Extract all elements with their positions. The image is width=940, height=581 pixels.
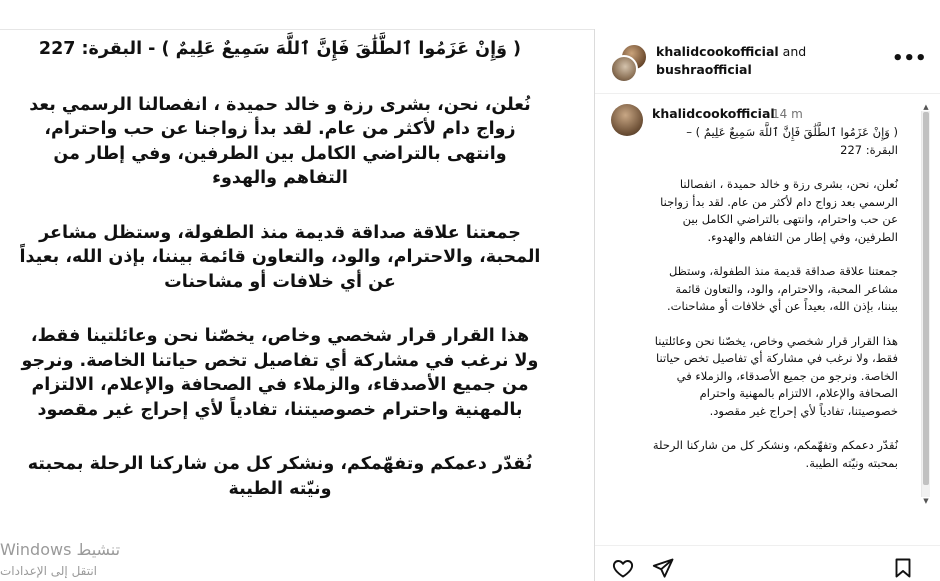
- windows-activation-watermark: [0, 540, 120, 581]
- watermark-line-1: تنشيط Windows: [0, 540, 121, 559]
- post-image-text: [18, 30, 542, 501]
- watermark-line-2: انتقل إلى الإعدادات: [0, 564, 98, 578]
- caption-line-1: ( وَإِنْ عَزَمُوا ٱلطَّلَٰقَ فَإِنَّ ٱللَّهَ سَمِيعٌ عَلِيمٌ ) – البقرة: 227: [686, 125, 898, 157]
- heart-icon[interactable]: [611, 556, 637, 581]
- image-paragraph-3: هذا القرار قرار شخصي وخاص، يخصّنا نحن وعائلتينا فقط، ولا نرغب في مشاركة أي تفاصيل تخص حياتنا الخاصة. ونرجو من جميع الأصدقاء، والزملاء في الصحافة والإعلام، الالتزام بالمهنية واحترام خصوصيتنا، تفادياً لأي إحراج غير مقصود: [21, 326, 539, 420]
- avatar-bushraofficial[interactable]: [610, 55, 638, 83]
- scroll-up-arrow-icon[interactable]: ▲: [923, 103, 929, 111]
- paper-plane-icon[interactable]: [651, 556, 677, 581]
- post-header: [595, 29, 940, 94]
- post-actions-bar: [595, 545, 940, 581]
- username-link-2[interactable]: bushraofficial: [656, 62, 752, 77]
- image-heading: ( وَإِنْ عَزَمُوا ٱلطَّلَٰقَ فَإِنَّ ٱللَّهَ سَمِيعٌ عَلِيمٌ ) - البقرة: 227: [38, 39, 522, 59]
- caption-username[interactable]: khalidcookofficial: [652, 106, 775, 121]
- collab-usernames: [656, 43, 876, 79]
- image-paragraph-1: نُعلن، نحن، بشرى رزة و خالد حميدة ، انفصالنا الرسمي بعد زواج دام لأكثر من عام. لقد بدأ زواجنا عن حب واحترام، وانتهى بالتراضي الكامل بين الطرفين، وفي إطار من التفاهم والهدوء: [29, 94, 531, 188]
- collab-avatars[interactable]: [610, 43, 646, 79]
- post-side-panel: [595, 29, 940, 581]
- image-paragraph-2: جمعتنا علاقة صداقة قديمة منذ الطفولة، وستظل مشاعر المحبة، والاحترام، والود، والتعاون قائمة بيننا، بإذن الله، بعيداً عن أي خلافات أو مشاحنات: [19, 222, 541, 292]
- caption-line-5: نُقدّر دعمكم وتفهّمكم، ونشكر كل من شاركنا الرحلة بمحبته ونيّته الطيبة.: [652, 438, 898, 470]
- caption-line-3: جمعتنا علاقة صداقة قديمة منذ الطفولة، وستظل مشاعر المحبة، والاحترام، والود، والتعاون قائمة بيننا، بإذن الله، بعيداً عن أي خلافات أو مشاحنات.: [666, 264, 898, 313]
- caption-line-4: هذا القرار قرار شخصي وخاص، يخصّنا نحن وعائلتينا فقط، ولا نرغب في مشاركة أي تفاصيل تخص حياتنا الخاصة. ونرجو من جميع الأصدقاء، والزملاء في الصحافة والإعلام، الالتزام بالمهنية واحترام خصوصيتنا، تفادياً لأي إحراج غير مقصود.: [654, 333, 898, 418]
- caption-scrollbar-thumb[interactable]: [923, 112, 929, 485]
- and-text: and: [782, 44, 807, 59]
- caption-text: [652, 124, 898, 472]
- caption-timestamp[interactable]: 14 m: [772, 107, 803, 121]
- scroll-down-arrow-icon[interactable]: ▼: [923, 497, 929, 505]
- image-paragraph-4: نُقدّر دعمكم وتفهّمكم، ونشكر كل من شاركنا الرحلة بمحبته ونيّته الطيبة: [27, 454, 533, 499]
- caption-line-2: نُعلن، نحن، بشرى رزة و خالد حميدة ، انفصالنا الرسمي بعد زواج دام لأكثر من عام. لقد بدأ زواجنا عن حب واحترام، وانتهى بالتراضي الكامل بين الطرفين، وفي إطار من التفاهم والهدوء.: [660, 177, 898, 244]
- caption-area: [595, 94, 940, 545]
- caption-avatar[interactable]: [611, 104, 643, 136]
- post-image[interactable]: [0, 29, 594, 581]
- more-horizontal-icon[interactable]: •••: [892, 48, 927, 69]
- bookmark-icon[interactable]: [891, 556, 917, 581]
- username-link-1[interactable]: khalidcookofficial: [656, 44, 779, 59]
